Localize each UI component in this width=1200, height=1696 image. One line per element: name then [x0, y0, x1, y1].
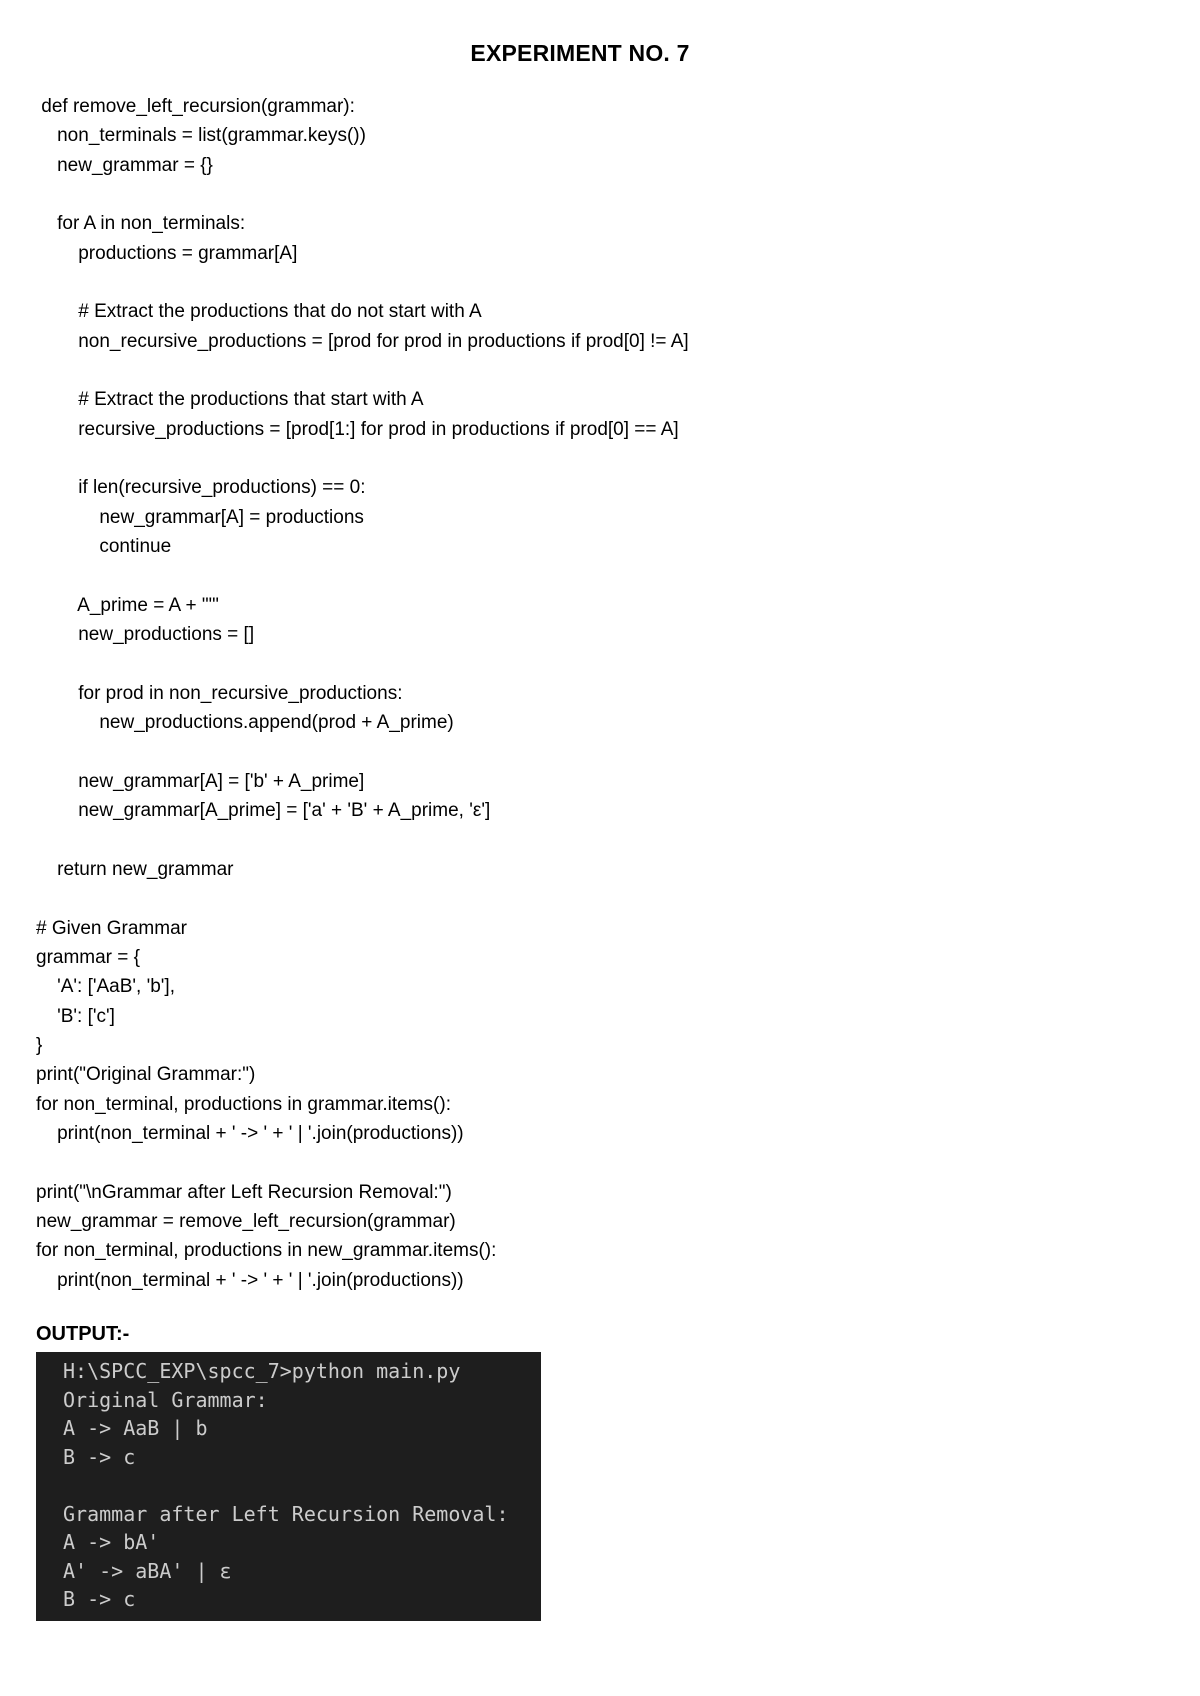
- code-line: new_grammar[A_prime] = ['a' + 'B' + A_prime, 'ε']: [36, 800, 491, 822]
- code-line: new_productions = []: [36, 624, 255, 646]
- terminal-output-screenshot: [36, 1352, 541, 1621]
- code-line: [36, 738, 1136, 767]
- code-line: [36, 884, 1136, 913]
- code-line: new_grammar[A] = productions: [36, 506, 364, 528]
- code-line: for A in non_terminals:: [36, 213, 246, 235]
- code-line: print("\nGrammar after Left Recursion Removal:"): [36, 1181, 452, 1203]
- code-line: def remove_left_recursion(grammar):: [36, 96, 355, 117]
- code-line: if len(recursive_productions) == 0:: [36, 477, 366, 499]
- code-line: return new_grammar: [36, 858, 234, 880]
- code-line: [36, 180, 1136, 209]
- terminal-line: A -> bA': [63, 1530, 160, 1554]
- code-line: [36, 1148, 1136, 1177]
- code-listing: [36, 92, 1136, 1295]
- code-line: print(non_terminal + ' -> ' + ' | '.join(productions)): [36, 1269, 464, 1291]
- terminal-line: A -> AaB | b: [63, 1416, 208, 1440]
- terminal-line: H:\SPCC_EXP\spcc_7>python main.py: [63, 1359, 461, 1383]
- code-line: non_recursive_productions = [prod for prod in productions if prod[0] != A]: [36, 330, 689, 352]
- terminal-line: Original Grammar:: [63, 1387, 268, 1412]
- code-line: [36, 650, 1136, 679]
- code-line: # Given Grammar: [36, 917, 187, 939]
- code-line: for non_terminal, productions in grammar.items():: [36, 1093, 451, 1115]
- terminal-line: [63, 1471, 541, 1500]
- code-line: # Extract the productions that do not start with A: [36, 301, 482, 323]
- code-line: }: [36, 1035, 43, 1056]
- code-line: [36, 356, 1136, 385]
- terminal-line: B -> c: [63, 1444, 136, 1469]
- code-line: non_terminals = list(grammar.keys()): [36, 125, 366, 147]
- document-title: EXPERIMENT NO. 7: [470, 40, 690, 66]
- code-line: [36, 562, 1136, 591]
- output-label: OUTPUT:-: [36, 1323, 130, 1345]
- code-line: new_grammar[A] = ['b' + A_prime]: [36, 770, 365, 792]
- code-line: 'A': ['AaB', 'b'],: [36, 976, 175, 998]
- code-line: [36, 444, 1136, 473]
- code-line: 'B': ['c']: [36, 1005, 115, 1027]
- code-line: for prod in non_recursive_productions:: [36, 682, 403, 704]
- code-line: [36, 826, 1136, 855]
- code-line: grammar = {: [36, 946, 141, 968]
- code-line: # Extract the productions that start with A: [36, 389, 424, 411]
- code-line: [36, 268, 1136, 297]
- code-line: recursive_productions = [prod[1:] for prod in productions if prod[0] == A]: [36, 418, 679, 440]
- code-line: new_productions.append(prod + A_prime): [36, 712, 454, 734]
- code-line: A_prime = A + "'": [36, 594, 219, 616]
- code-line: continue: [36, 536, 172, 558]
- terminal-line: B -> c: [63, 1587, 136, 1611]
- terminal-line: A' -> aBA' | ε: [63, 1558, 232, 1583]
- code-line: for non_terminal, productions in new_grammar.items():: [36, 1240, 497, 1262]
- code-line: print("Original Grammar:"): [36, 1064, 256, 1086]
- code-line: new_grammar = remove_left_recursion(grammar): [36, 1211, 456, 1233]
- code-line: productions = grammar[A]: [36, 242, 298, 264]
- terminal-line: Grammar after Left Recursion Removal:: [63, 1501, 509, 1526]
- code-line: new_grammar = {}: [36, 154, 213, 176]
- code-line: print(non_terminal + ' -> ' + ' | '.join(productions)): [36, 1123, 464, 1145]
